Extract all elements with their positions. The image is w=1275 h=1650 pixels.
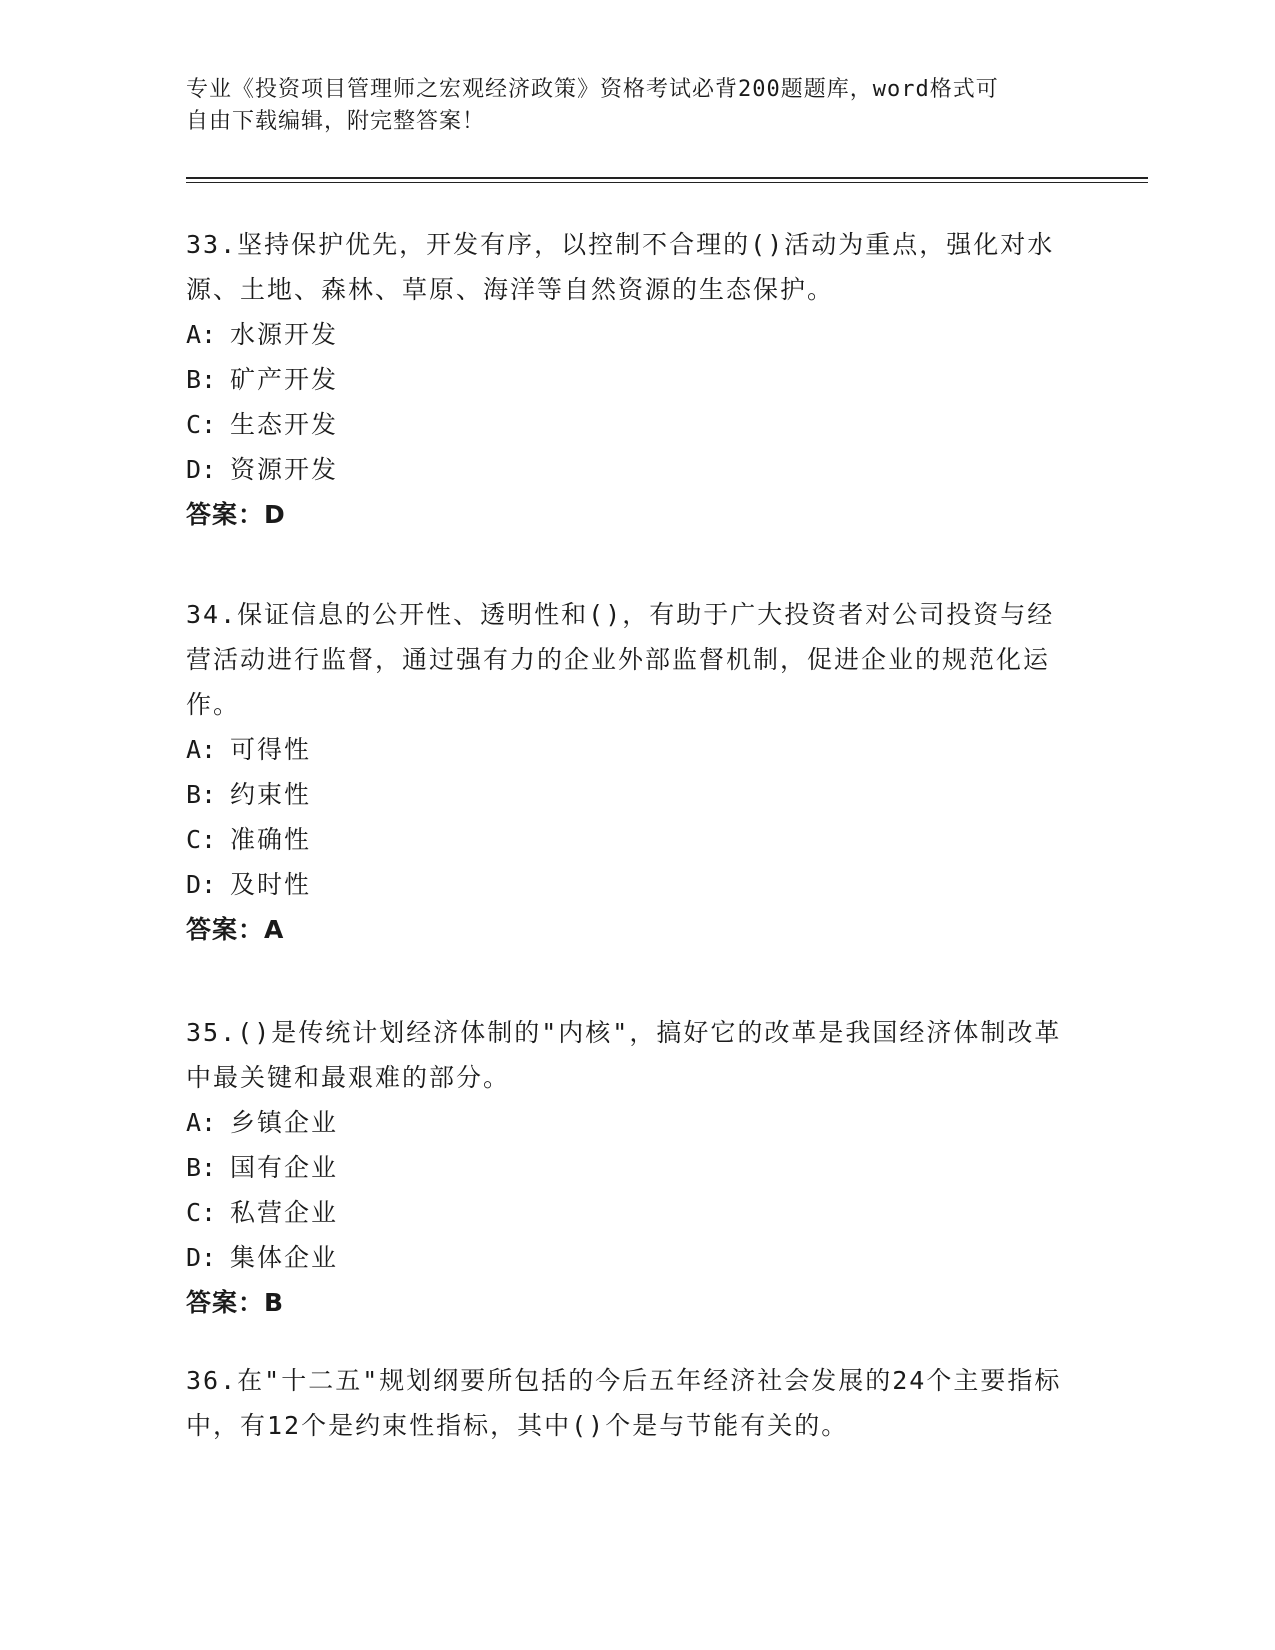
document-header	[186, 74, 1066, 138]
header-line-2: 自由下载编辑，附完整答案！	[186, 109, 486, 134]
option-a: A: 水源开发	[186, 320, 339, 349]
option-b: B: 约束性	[186, 780, 312, 809]
header-divider	[186, 177, 1148, 179]
question-34	[186, 592, 1076, 952]
option-d: D: 集体企业	[186, 1243, 339, 1272]
option-b: B: 国有企业	[186, 1153, 339, 1182]
option-c: C: 生态开发	[186, 410, 339, 439]
question-stem: 33.坚持保护优先，开发有序，以控制不合理的()活动为重点，强化对水源、土地、森林、草原、海洋等自然资源的生态保护。	[186, 230, 1055, 304]
option-d: D: 资源开发	[186, 455, 339, 484]
header-line-1: 专业《投资项目管理师之宏观经济政策》资格考试必背200题题库，word格式可	[186, 77, 999, 102]
option-a: A: 乡镇企业	[186, 1108, 339, 1137]
answer-label: 答案：B	[186, 1288, 285, 1317]
option-c: C: 准确性	[186, 825, 312, 854]
question-stem: 34.保证信息的公开性、透明性和()，有助于广大投资者对公司投资与经营活动进行监督，通过强有力的企业外部监督机制，促进企业的规范化运作。	[186, 600, 1055, 719]
question-stem: 35.()是传统计划经济体制的"内核"，搞好它的改革是我国经济体制改革中最关键和最艰难的部分。	[186, 1018, 1062, 1092]
option-d: D: 及时性	[186, 870, 312, 899]
question-36	[186, 1358, 1076, 1448]
option-b: B: 矿产开发	[186, 365, 339, 394]
option-c: C: 私营企业	[186, 1198, 339, 1227]
answer-label: 答案：D	[186, 500, 286, 529]
header-divider-thin	[186, 182, 1148, 183]
question-35	[186, 1010, 1076, 1325]
question-stem: 36.在"十二五"规划纲要所包括的今后五年经济社会发展的24个主要指标中，有12个是约束性指标，其中()个是与节能有关的。	[186, 1366, 1062, 1440]
answer-label: 答案：A	[186, 915, 285, 944]
option-a: A: 可得性	[186, 735, 312, 764]
question-33	[186, 222, 1076, 537]
